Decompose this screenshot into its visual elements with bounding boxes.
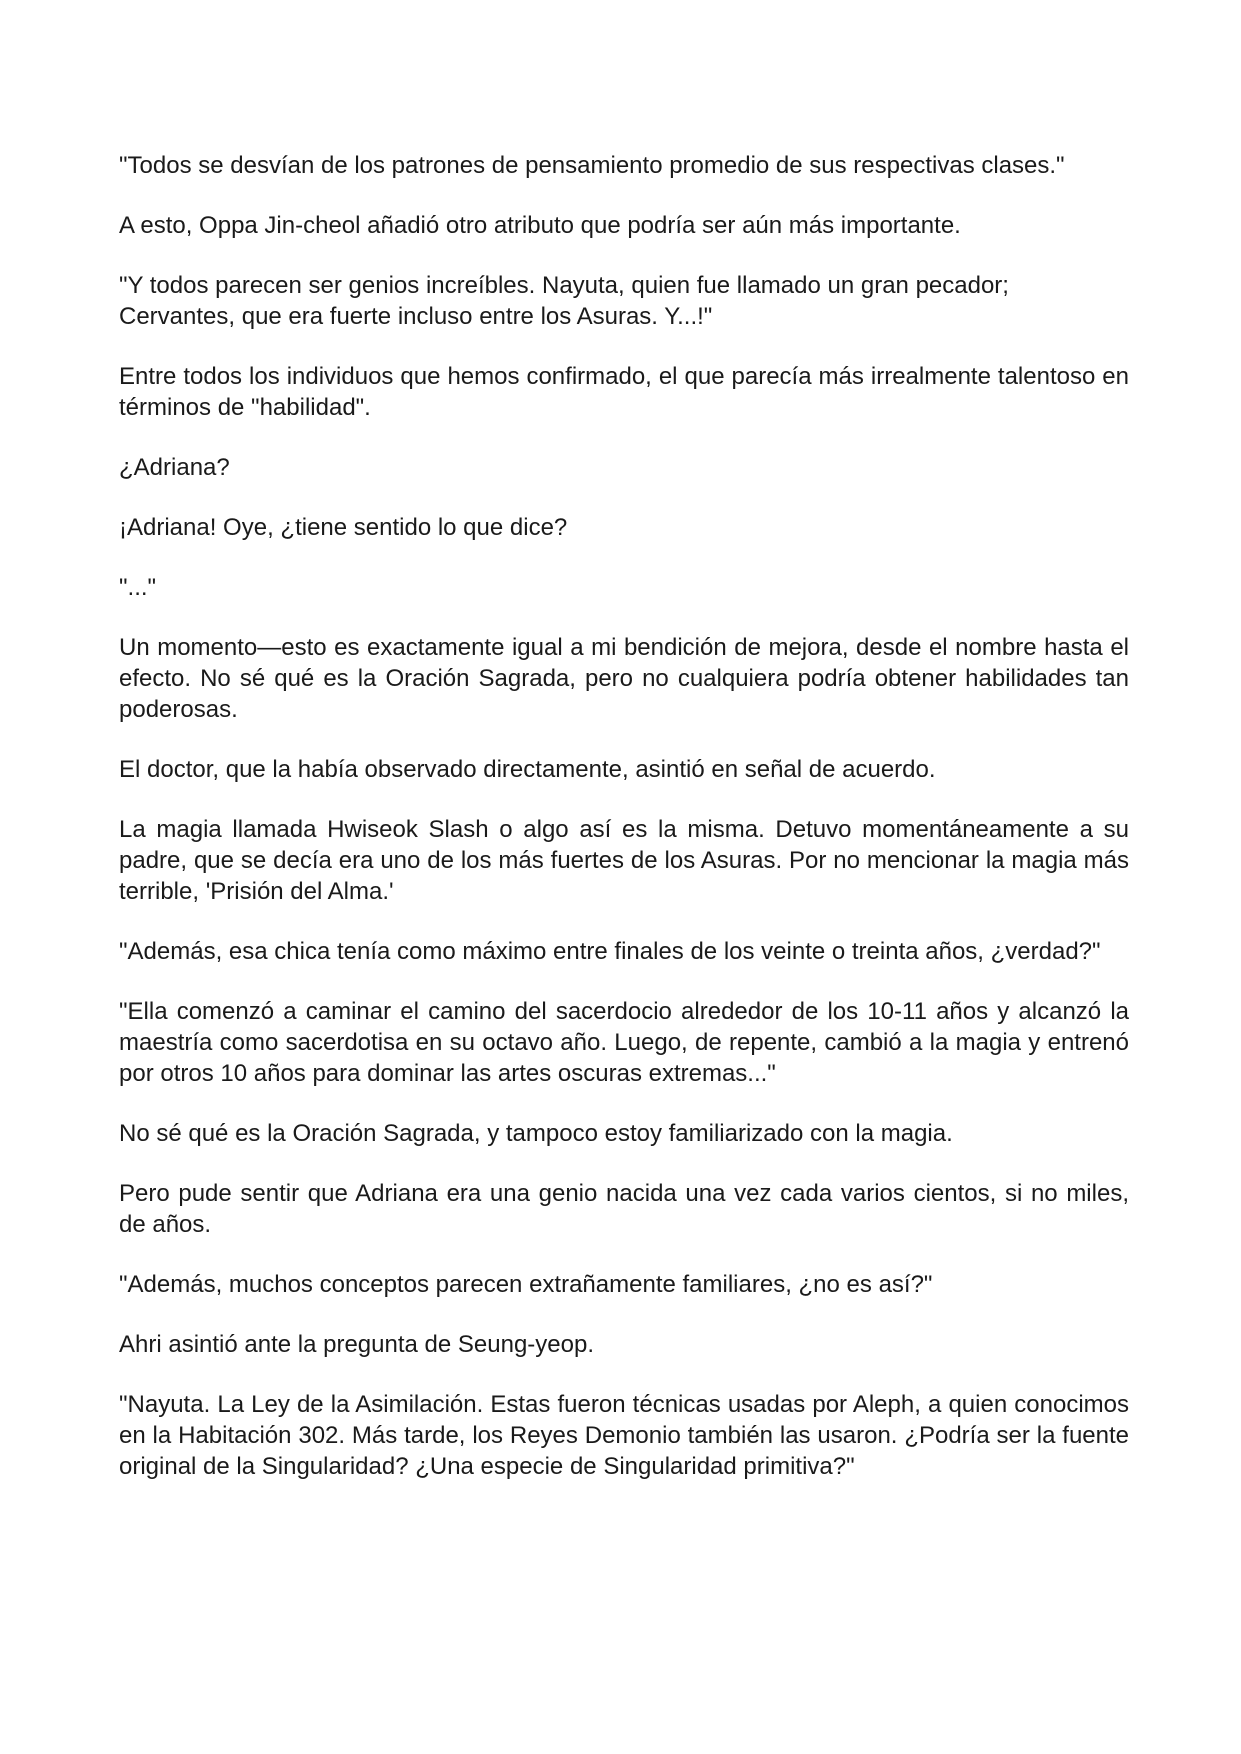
paragraph: ¡Adriana! Oye, ¿tiene sentido lo que dice? (119, 514, 568, 541)
paragraph: "Nayuta. La Ley de la Asimilación. Estas fueron técnicas usadas por Aleph, a quien conocimos en la Habitación 302. Más tarde, los Reyes Demonio también las usaron. ¿Podría ser la fuente original de la Singularidad? ¿Una especie de Singularidad primitiva?" (119, 1391, 1129, 1480)
paragraph: ¿Adriana? (119, 454, 230, 481)
paragraph: "Y todos parecen ser genios increíbles. Nayuta, quien fue llamado un gran pecador; Cervantes, que era fuerte incluso entre los Asuras. Y...!" (119, 272, 1009, 330)
paragraph: "Todos se desvían de los patrones de pensamiento promedio de sus respectivas clases." (119, 152, 1065, 179)
paragraph: "..." (119, 574, 157, 601)
paragraph: Un momento—esto es exactamente igual a mi bendición de mejora, desde el nombre hasta el efecto. No sé qué es la Oración Sagrada, pero no cualquiera podría obtener habilidades tan poderosas. (119, 634, 1129, 723)
paragraph: La magia llamada Hwiseok Slash o algo así es la misma. Detuvo momentáneamente a su padre, que se decía era uno de los más fuertes de los Asuras. Por no mencionar la magia más terrible, 'Prisión del Alma.' (119, 816, 1129, 905)
paragraph: "Ella comenzó a caminar el camino del sacerdocio alrededor de los 10-11 años y alcanzó la maestría como sacerdotisa en su octavo año. Luego, de repente, cambió a la magia y entrenó por otros 10 años para dominar las artes oscuras extremas..." (119, 998, 1129, 1087)
paragraph: Pero pude sentir que Adriana era una genio nacida una vez cada varios cientos, si no miles, de años. (119, 1180, 1129, 1238)
paragraph: A esto, Oppa Jin-cheol añadió otro atributo que podría ser aún más importante. (119, 212, 961, 239)
paragraph: "Además, muchos conceptos parecen extrañamente familiares, ¿no es así?" (119, 1271, 933, 1298)
paragraph: No sé qué es la Oración Sagrada, y tampoco estoy familiarizado con la magia. (119, 1120, 953, 1147)
paragraph: El doctor, que la había observado directamente, asintió en señal de acuerdo. (119, 756, 936, 783)
paragraph: Entre todos los individuos que hemos confirmado, el que parecía más irrealmente talentoso en términos de "habilidad". (119, 363, 1129, 421)
paragraph: Ahri asintió ante la pregunta de Seung-yeop. (119, 1331, 594, 1358)
paragraph: "Además, esa chica tenía como máximo entre finales de los veinte o treinta años, ¿verdad?" (119, 938, 1101, 965)
document-page (119, 150, 1129, 1511)
